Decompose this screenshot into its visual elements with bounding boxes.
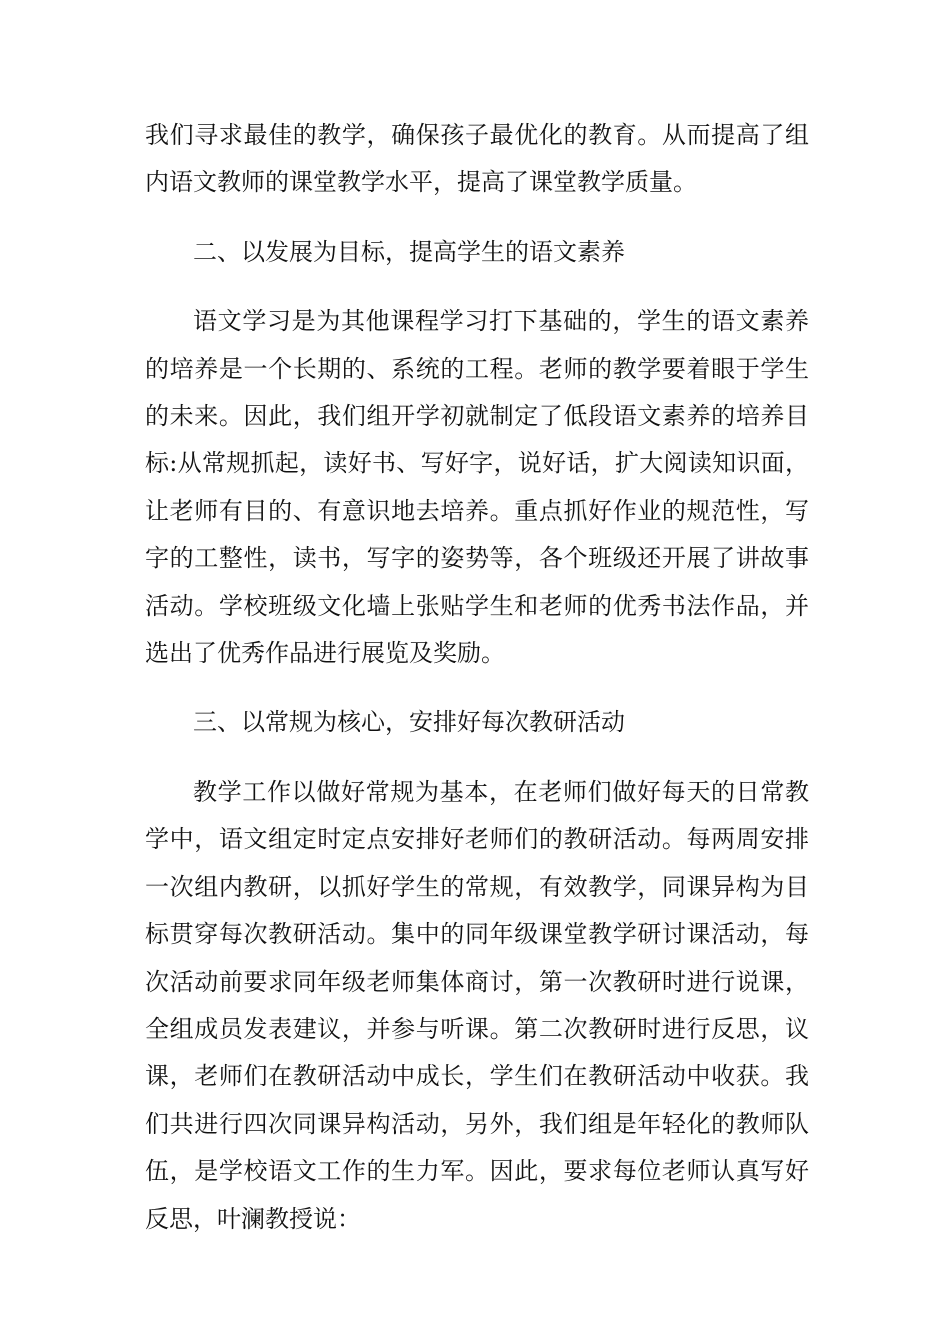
section-heading-3: 三、以常规为核心，安排好每次教研活动 xyxy=(193,708,625,737)
paragraph-teaching-research: 教学工作以做好常规为基本，在老师们做好每天的日常教学中，语文组定时定点安排好老师们的教研活动。每两周安排一次组内教研，以抓好学生的常规，有效教学，同课异构为目标贯穿每次教研活动。集中的同年级课堂教学研讨课活动，每次活动前要求同年级老师集体商讨，第一次教研时进行说课，全组成员发表建议，并参与听课。第二次教研时进行反思，议课，老师们在教研活动中成长，学生们在教研活动中收获。我们共进行四次同课异构活动，另外，我们组是年轻化的教师队伍，是学校语文工作的生力军。因此，要求每位老师认真写好反思，叶澜教授说： xyxy=(145,777,809,1233)
paragraph-literacy: 语文学习是为其他课程学习打下基础的，学生的语文素养的培养是一个长期的、系统的工程。老师的教学要着眼于学生的未来。因此，我们组开学初就制定了低段语文素养的培养目标:从常规抓起，读好书、写好字，说好话，扩大阅读知识面，让老师有目的、有意识地去培养。重点抓好作业的规范性，写字的工整性，读书，写字的姿势等，各个班级还开展了讲故事活动。学校班级文化墙上张贴学生和老师的优秀书法作品，并选出了优秀作品进行展览及奖励。 xyxy=(145,307,809,668)
paragraph-continuation: 我们寻求最佳的教学，确保孩子最优化的教育。从而提高了组内语文教师的课堂教学水平，提高了课堂教学质量。 xyxy=(145,121,809,197)
document-body xyxy=(145,112,809,1265)
section-heading-2: 二、以发展为目标，提高学生的语文素养 xyxy=(193,237,625,266)
